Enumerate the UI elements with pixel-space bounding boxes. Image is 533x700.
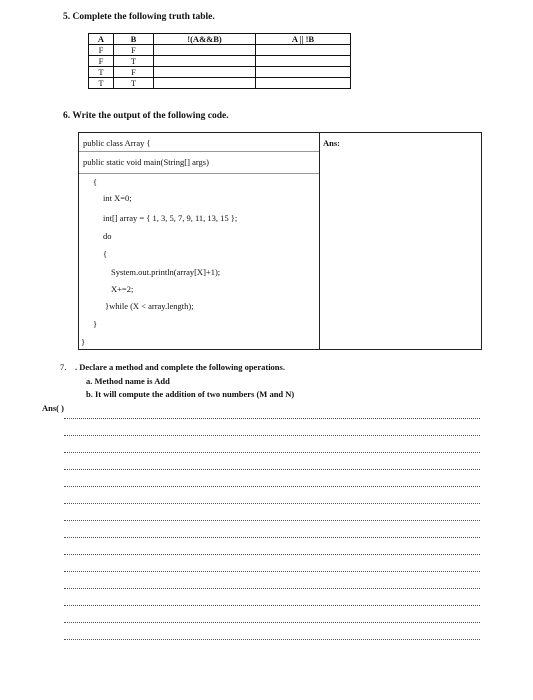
header-not-a-and-b: !(A&&B) — [154, 34, 256, 45]
answer-line[interactable] — [64, 537, 480, 538]
answer-cell[interactable] — [256, 78, 351, 89]
answer-line[interactable] — [64, 588, 480, 589]
answer-line[interactable] — [64, 554, 480, 555]
answer-cell[interactable] — [154, 78, 256, 89]
code-line: do — [103, 231, 112, 241]
table-row — [89, 67, 351, 78]
answer-line[interactable] — [64, 435, 480, 436]
answer-line[interactable] — [64, 605, 480, 606]
divider — [79, 151, 319, 152]
question-7-number: 7. — [60, 362, 67, 372]
cell-b: T — [114, 78, 154, 89]
code-line: { — [93, 177, 98, 187]
code-line: int[] array = { 1, 3, 5, 7, 9, 11, 13, 15 }; — [103, 213, 238, 223]
answer-line[interactable] — [64, 452, 480, 453]
answer-cell[interactable] — [154, 67, 256, 78]
code-line: } — [81, 337, 86, 347]
header-b: B — [114, 34, 154, 45]
answer-line[interactable] — [64, 418, 480, 419]
table-row — [89, 78, 351, 89]
code-line: }while (X < array.length); — [105, 301, 194, 311]
cell-b: F — [114, 67, 154, 78]
code-line: int X=0; — [103, 193, 132, 203]
code-line: System.out.println(array[X]+1); — [111, 267, 221, 277]
code-line: public static void main(String[] args) — [83, 157, 209, 167]
code-line: public class Array { — [83, 138, 151, 148]
divider — [79, 173, 319, 174]
truth-table-header — [89, 34, 351, 45]
table-row — [89, 56, 351, 67]
cell-b: T — [114, 56, 154, 67]
answer-cell[interactable] — [256, 67, 351, 78]
answer-line[interactable] — [64, 571, 480, 572]
answer-line[interactable] — [64, 469, 480, 470]
question-6-title: 6. Write the output of the following code. — [63, 111, 229, 121]
answer-line[interactable] — [64, 486, 480, 487]
code-line: { — [103, 249, 108, 259]
cell-a: T — [89, 67, 114, 78]
question-5-title: 5. Complete the following truth table. — [63, 12, 215, 22]
answer-label: Ans: — [323, 138, 341, 148]
cell-a: F — [89, 45, 114, 56]
answer-line[interactable] — [64, 520, 480, 521]
cell-a: F — [89, 56, 114, 67]
code-line: X+=2; — [111, 284, 134, 294]
answer-label: Ans( ) — [42, 403, 64, 413]
answer-cell[interactable] — [154, 45, 256, 56]
answer-cell[interactable] — [256, 56, 351, 67]
truth-table — [88, 33, 351, 89]
code-line: } — [93, 319, 98, 329]
header-a-or-not-b: A || !B — [256, 34, 351, 45]
table-row — [89, 45, 351, 56]
cell-a: T — [89, 78, 114, 89]
code-box — [78, 132, 320, 350]
question-7-part-b: b. It will compute the addition of two numbers (M and N) — [86, 389, 295, 399]
question-7-text: . Declare a method and complete the following operations. — [75, 362, 285, 372]
answer-box[interactable] — [318, 132, 482, 350]
answer-line[interactable] — [64, 622, 480, 623]
question-7-part-a: a. Method name is Add — [86, 376, 170, 386]
cell-b: F — [114, 45, 154, 56]
answer-line[interactable] — [64, 639, 480, 640]
answer-cell[interactable] — [154, 56, 256, 67]
header-a: A — [89, 34, 114, 45]
answer-line[interactable] — [64, 503, 480, 504]
answer-cell[interactable] — [256, 45, 351, 56]
